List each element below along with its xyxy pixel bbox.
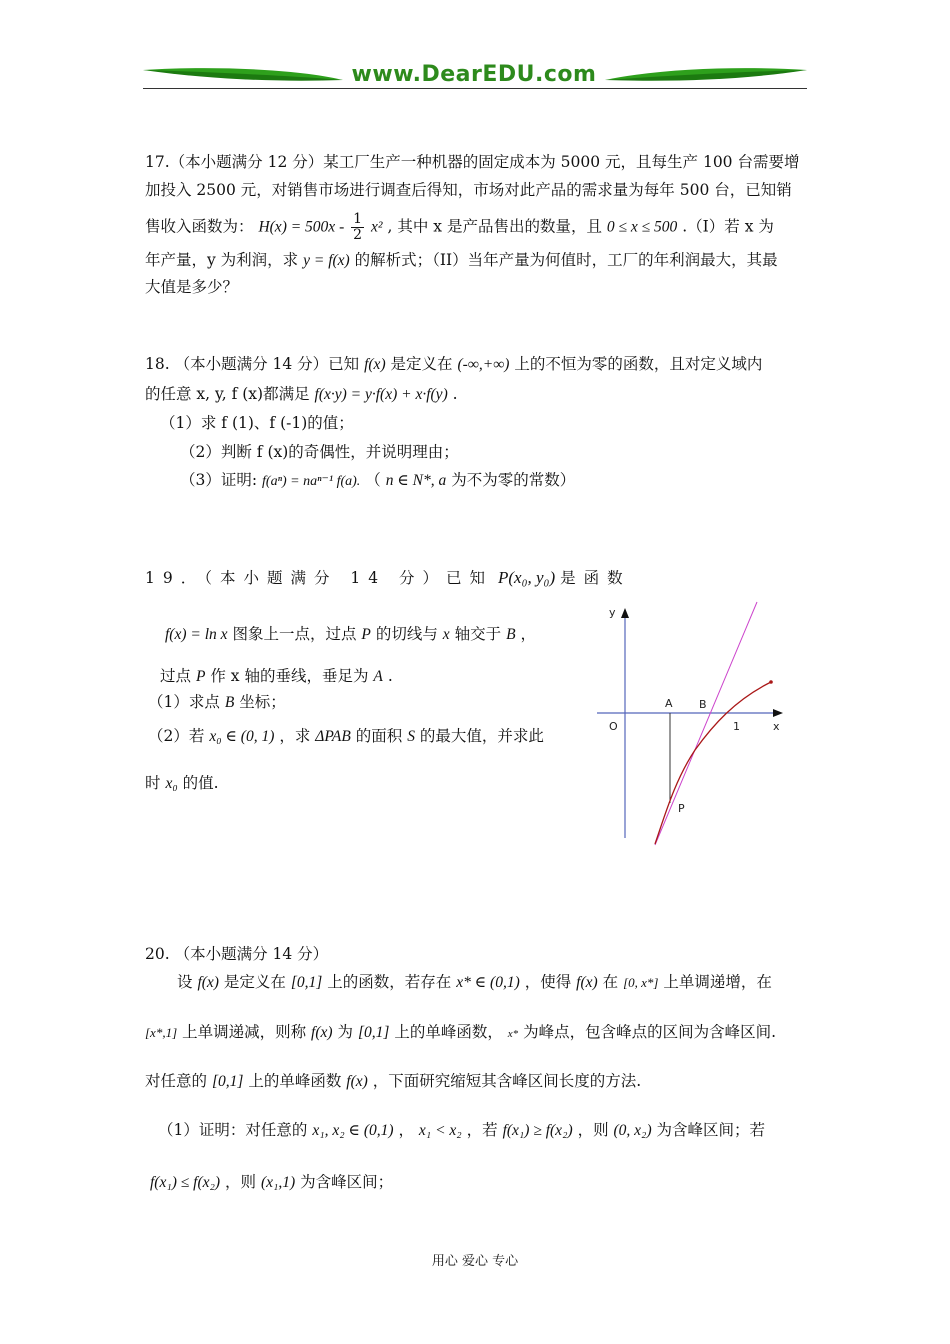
q20-text: 上的单峰函数，: [394, 1023, 503, 1041]
q19-x: x: [442, 626, 450, 643]
q19-part-2: [148, 726, 544, 747]
q19-text: （2）若: [148, 727, 205, 745]
point-1-label: 1: [733, 720, 740, 733]
q20-fx: f(x): [311, 1024, 333, 1041]
q17-text: , 其中 x 是产品售出的数量，且: [387, 217, 602, 236]
y-axis-arrow-icon: [621, 608, 629, 618]
q18-text: （: [365, 471, 381, 489]
q19-line-3: [160, 666, 393, 687]
q19-line-2: [165, 624, 536, 645]
q20-line-2: [177, 972, 772, 993]
q19-line-1: [145, 568, 631, 588]
point-P-label: P: [678, 802, 685, 815]
q20-x-order: x₁ < x₂: [418, 1122, 462, 1139]
q20-text: ，: [398, 1121, 414, 1139]
q17-line-1: 17.（本小题满分 12 分）某工厂生产一种机器的固定成本为 5000 元，且每生产 100 台需要增: [145, 153, 800, 171]
q20-interval: (0, x₂): [613, 1122, 652, 1139]
q20-text: 设: [177, 973, 193, 991]
q19-A: A: [373, 668, 383, 685]
q20-text: （1）证明：对任意的: [158, 1121, 308, 1139]
q20-ineq-ge: f(x₁) ≥ f(x₂): [502, 1122, 573, 1139]
q20-text: 上单调递减，则称: [182, 1023, 307, 1041]
q17-revenue-formula: H(x) = 500x -: [258, 218, 345, 236]
q18-text: 的任意 x, y, f (x)都满足: [145, 385, 310, 403]
q18-domain: (-∞,+∞): [457, 356, 510, 373]
q20-interval: [0,1]: [357, 1024, 390, 1041]
q17-text: 年产量，y 为利润，求: [145, 251, 299, 269]
q19-P: P: [361, 626, 371, 643]
q19-text: 轴交于: [454, 625, 502, 643]
q20-text: 上的函数，若存在: [327, 973, 452, 991]
q20-fx: f(x): [576, 974, 598, 991]
q20-interval: [0,1]: [211, 1073, 244, 1090]
q18-text: （3）证明:: [180, 471, 258, 489]
q20-text: ，若: [466, 1121, 498, 1139]
q20-text: 为含峰区间；: [300, 1173, 394, 1191]
q19-text: 作 x 轴的垂线，垂足为: [210, 667, 369, 685]
q20-text: ，则: [577, 1121, 609, 1139]
q19-text: 的值.: [182, 774, 219, 792]
q18-part-1: （1）求 f (1)、f (-1)的值；: [160, 414, 354, 432]
q18-text: 上的不恒为零的函数，且对定义域内: [514, 355, 763, 373]
q19-text: .: [387, 667, 393, 685]
q17-line-5: 大值是多少？: [145, 278, 239, 296]
q18-text: 18. （本小题满分 14 分）已知: [145, 355, 360, 373]
q20-line-3: [145, 1022, 776, 1044]
q20-text: 是定义在: [223, 973, 286, 991]
q18-line-2: [145, 384, 458, 405]
q19-text: 的切线与: [375, 625, 438, 643]
q20-text: 上的单峰函数: [248, 1072, 342, 1090]
q20-interval: [x*,1]: [145, 1025, 178, 1040]
q18-part-2: （2）判断 f (x)的奇偶性，并说明理由；: [180, 443, 459, 461]
q20-fx: f(x): [197, 974, 219, 991]
x-axis-arrow-icon: [773, 709, 783, 717]
q19-line-6: [145, 773, 219, 794]
q19-B: B: [224, 694, 235, 711]
point-A-label: A: [665, 697, 673, 710]
q18-text: .: [452, 385, 458, 403]
q18-fx: f(x): [364, 356, 386, 373]
q19-text: ，: [520, 625, 536, 643]
q19-S: S: [407, 728, 415, 745]
q19-text: 时: [145, 774, 161, 792]
q18-proof-formula: f(aⁿ) = naⁿ⁻¹ f(a).: [262, 474, 361, 489]
q17-x-squared: x²: [371, 218, 383, 236]
q19-x0: x₀: [165, 775, 178, 792]
q19-P: P: [195, 668, 206, 685]
q20-text: ，则: [225, 1173, 257, 1191]
q17-line-3: [145, 212, 774, 243]
origin-label: O: [609, 720, 618, 733]
q20-interval: (x₁,1): [260, 1174, 296, 1191]
q19-function: f(x) = ln x: [165, 626, 228, 643]
q19-point-P: P(x₀, y₀): [498, 568, 556, 587]
q20-text: 为含峰区间；若: [656, 1121, 766, 1139]
q17-line-4: [145, 250, 778, 271]
q19-text: 是函数: [560, 569, 631, 587]
q20-x12: x₁, x₂ ∈ (0,1): [312, 1122, 394, 1139]
q20-xstar: x*: [507, 1028, 519, 1040]
q19-part-1: [148, 692, 286, 713]
q17-text: .（I）若 x 为: [682, 217, 774, 236]
q20-line-1: 20. （本小题满分 14 分）: [145, 945, 329, 963]
q20-line-5: [158, 1120, 765, 1141]
q19-text: 19．（本小题满分 14 分）已知: [145, 569, 494, 587]
q20-xstar: x* ∈ (0,1): [456, 974, 520, 991]
q19-text: 过点: [160, 667, 192, 685]
q19-text: 图象上一点，过点: [232, 625, 357, 643]
q19-triangle: ΔPAB: [315, 728, 351, 745]
q18-part-3: [180, 470, 575, 492]
q20-text: ，使得: [524, 973, 572, 991]
q18-text: 为不为零的常数）: [451, 471, 576, 489]
q19-text: （1）求点: [148, 693, 220, 711]
q17-line-2: 加投入 2500 元，对销售市场进行调查后得知，市场对此产品的需求量为每年 500 台，已知销: [145, 181, 792, 199]
q17-range: 0 ≤ x ≤ 500: [606, 218, 678, 236]
q19-text: 坐标；: [239, 693, 286, 711]
q20-text: ，下面研究缩短其含峰区间长度的方法.: [372, 1072, 642, 1090]
q20-line-4: [145, 1071, 641, 1092]
curve-end-dot: [769, 680, 773, 684]
q20-ineq-le: f(x₁) ≤ f(x₂): [150, 1174, 221, 1191]
q17-profit-formula: y = f(x): [303, 252, 350, 269]
x-axis-label: x: [773, 720, 780, 733]
y-axis-label: y: [609, 606, 616, 619]
header-divider: [143, 88, 807, 89]
fraction-numerator: 1: [353, 211, 363, 227]
q17-fraction: [351, 212, 364, 243]
point-B-label: B: [699, 698, 707, 711]
q20-interval: [0, x*]: [623, 975, 659, 990]
q19-text: 的面积: [355, 727, 403, 745]
q19-text: 的最大值，并求此: [419, 727, 544, 745]
q20-text: 上单调递增，在: [663, 973, 772, 991]
q18-text: 是定义在: [390, 355, 453, 373]
q20-interval: [0,1]: [290, 974, 323, 991]
q20-text: 在: [602, 973, 619, 991]
page-footer: 用心 爱心 专心: [431, 1254, 519, 1269]
q20-text: 为峰点，包含峰点的区间为含峰区间.: [523, 1023, 777, 1041]
q20-text: 为: [337, 1023, 353, 1041]
q17-text: 的解析式；（II）当年产量为何值时，工厂的年利润最大，其最: [354, 251, 778, 269]
q18-condition: n ∈ N*, a: [385, 472, 447, 489]
q20-line-6: [150, 1172, 393, 1193]
q18-functional-equation: f(x·y) = y·f(x) + x·f(y): [314, 386, 448, 403]
q19-B: B: [506, 626, 516, 643]
q20-text: 对任意的: [145, 1072, 208, 1090]
site-logo-text[interactable]: www.DearEDU.com: [351, 62, 597, 87]
q18-line-1: [145, 354, 762, 375]
q20-fx: f(x): [346, 1073, 368, 1090]
q19-text: ，求: [279, 727, 311, 745]
q19-condition: x₀ ∈ (0, 1): [209, 728, 275, 745]
q17-text: 售收入函数为：: [145, 217, 254, 236]
q19-graph: [595, 600, 785, 850]
fraction-denominator: 2: [353, 227, 363, 243]
